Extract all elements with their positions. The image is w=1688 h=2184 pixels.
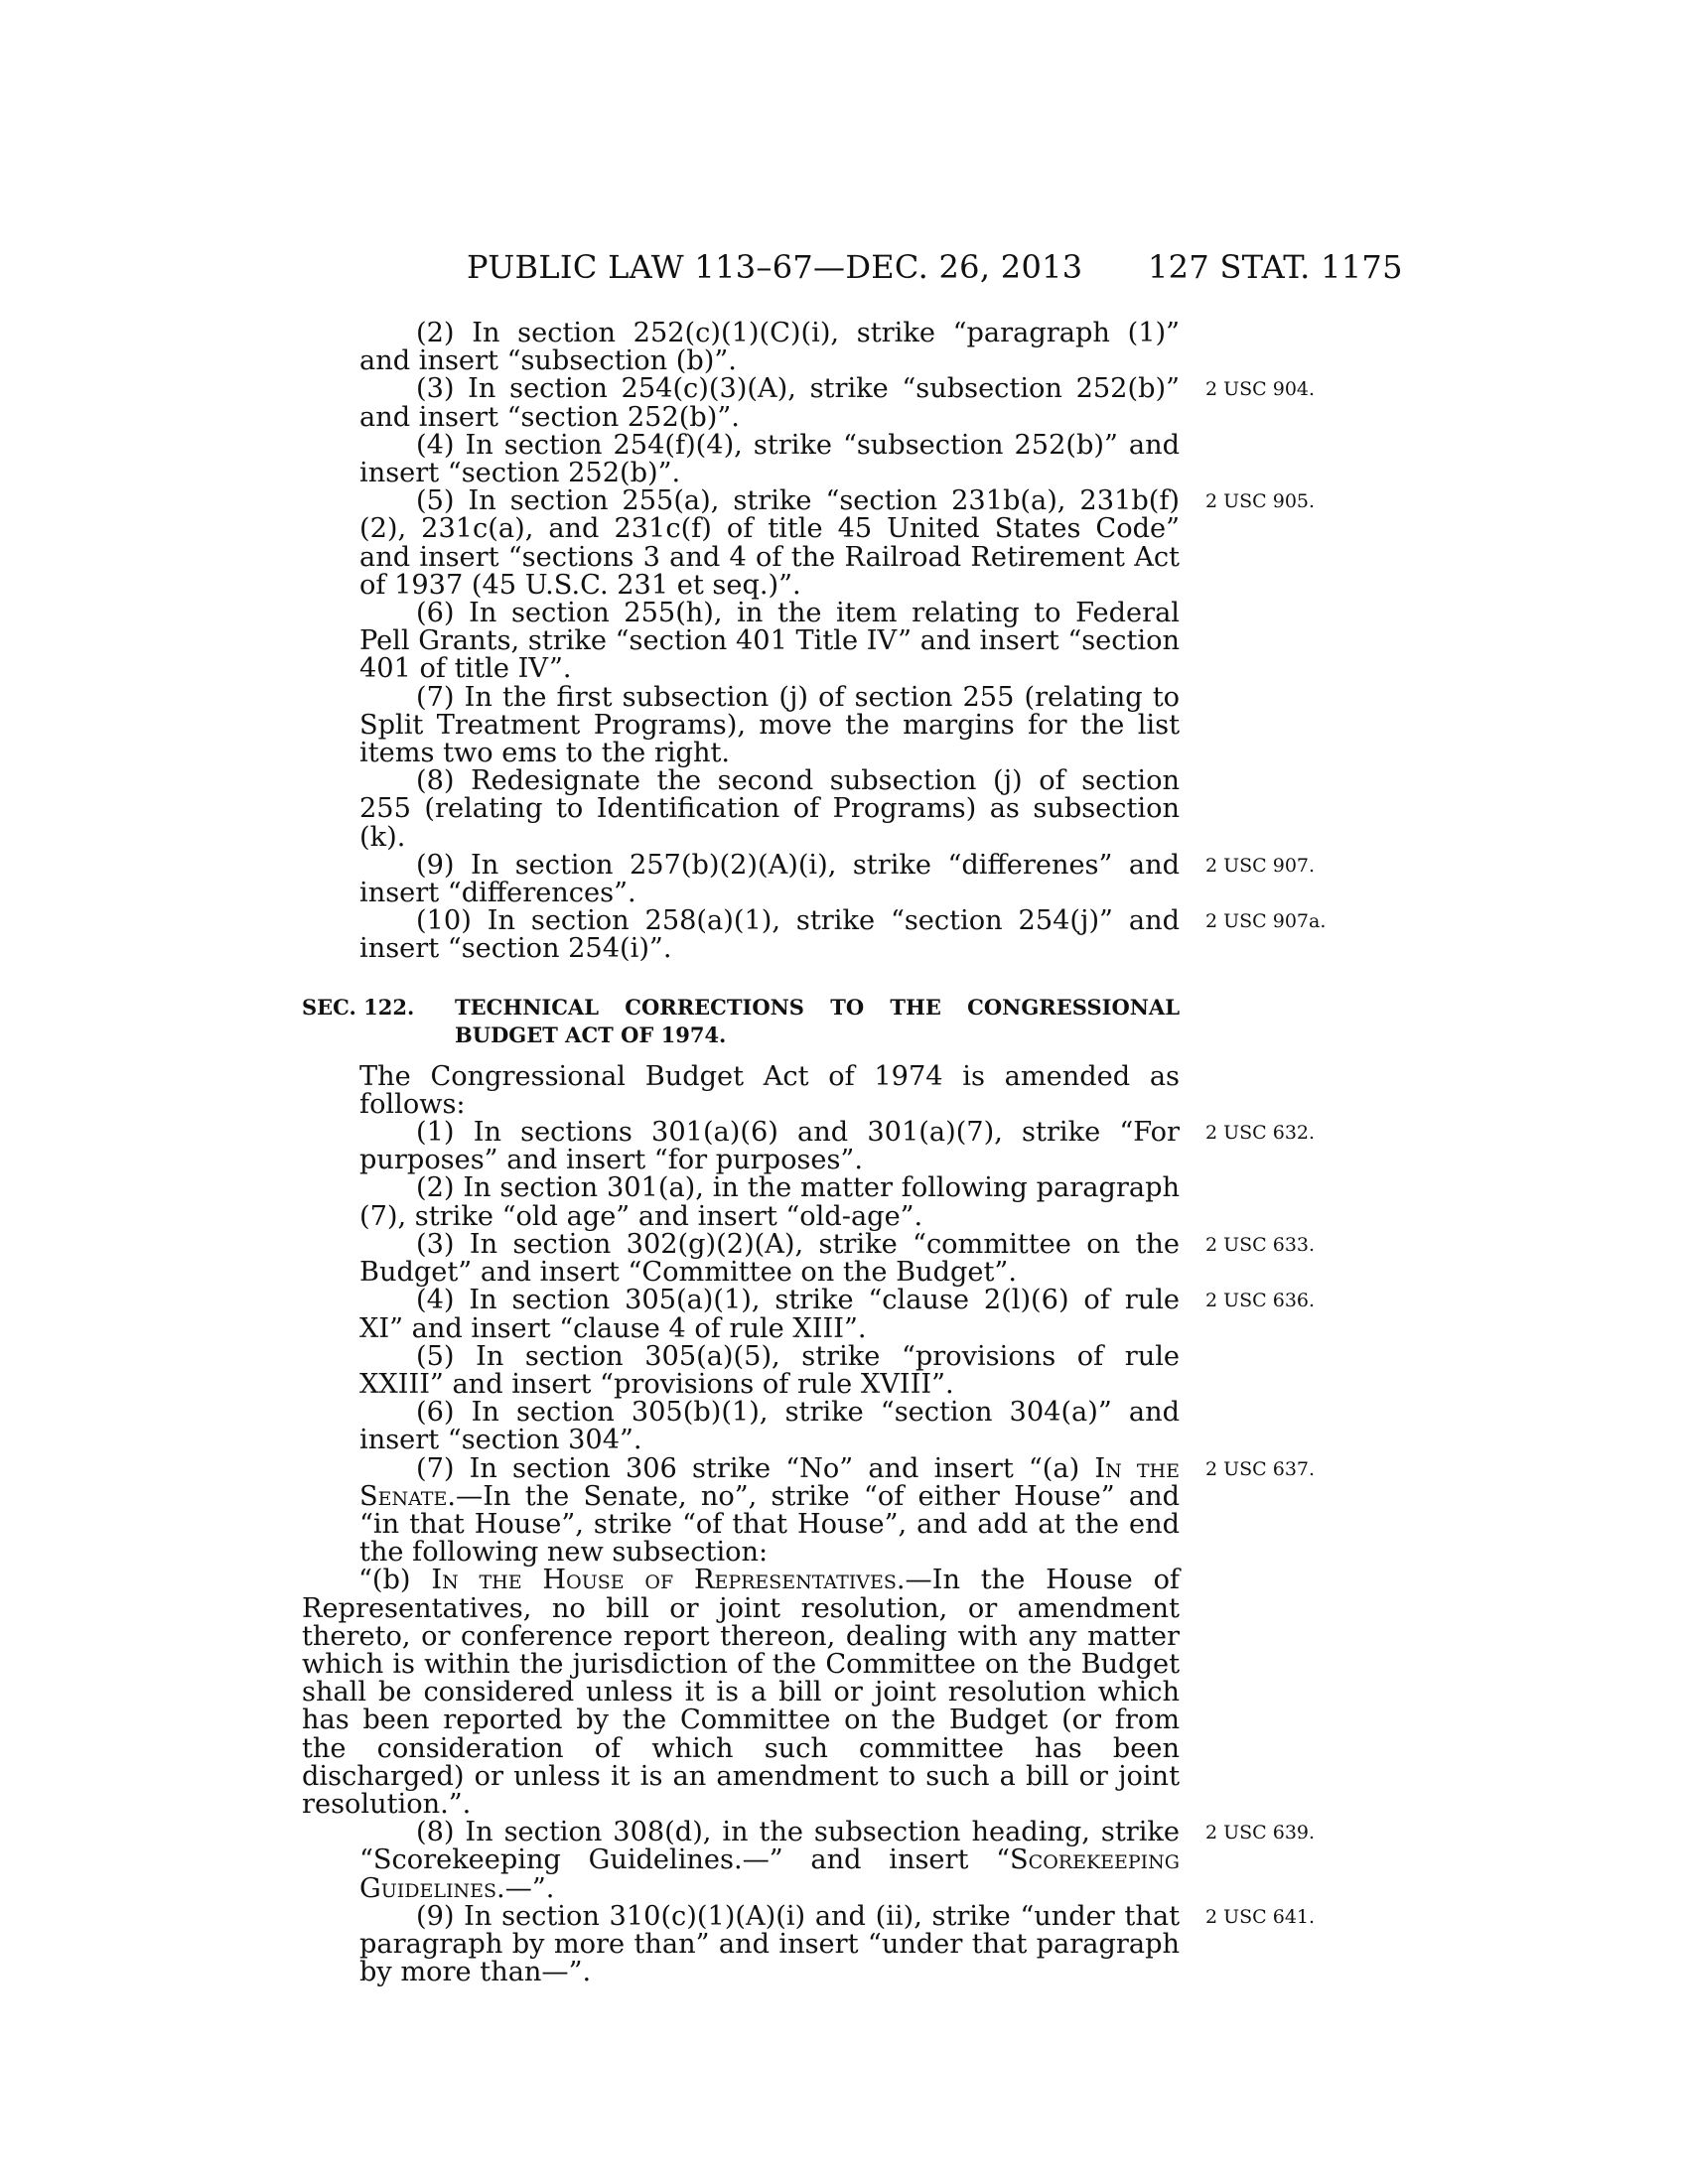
margin-note: 2 USC 904. (1205, 378, 1316, 401)
section-title: TECHNICAL CORRECTIONS TO THE CONGRESSIONAL BUDGET ACT OF 1974. (455, 994, 1180, 1047)
running-header-title: PUBLIC LAW 113–67—DEC. 26, 2013 (467, 248, 1083, 286)
paragraph: (7) In the first subsection (j) of section 255 (relating to Split Treatment Programs), move the margins for the list items two ems to the right. (359, 681, 1180, 769)
paragraph: (5) In section 305(a)(5), strike “provisions of rule XXIII” and insert “provisions of rule XVIII”. (359, 1340, 1180, 1400)
body-text (302, 318, 1327, 1988)
paragraph: (10) In section 258(a)(1), strike “section 254(j)” and insert “section 254(i)”. 2 USC 907a. (359, 907, 1180, 963)
paragraph: (7) In section 306 strike “No” and insert “(a) In the Senate.—In the Senate, no”, strike “of either House” and “in that House”, strike “of that House”, and add at the end the following new subsection: 2 USC 637. (359, 1455, 1180, 1568)
section-label: SEC. 122. (302, 994, 415, 1020)
margin-note: 2 USC 639. (1205, 1822, 1316, 1844)
paragraph: (4) In section 254(f)(4), strike “subsection 252(b)” and insert “section 252(b)”. (359, 429, 1180, 489)
paragraph: (6) In section 255(h), in the item relating to Federal Pell Grants, strike “section 401 Title IV” and insert “section 401 of title IV”. (359, 598, 1180, 685)
quoted-subsection: “(b) In the House of Representatives.—In the House of Representatives, no bill or joint resolution, or amendment thereto, or conference report thereon, dealing with any matter which is within the jurisdiction of the Committee on the Budget shall be considered unless it is a bill or joint resolution which has been reported by the Committee on the Budget (or from the consideration of which such committee has been discharged) or unless it is an amendment to such a bill or joint resolution.”. (302, 1565, 1180, 1820)
margin-note: 2 USC 905. (1205, 490, 1316, 513)
paragraph: (5) In section 255(a), strike “section 231b(a), 231b(f)(2), 231c(a), and 231c(f) of title 45 United States Code” and insert “sections 3 and 4 of the Railroad Retirement Act of 1937 (45 U.S.C. 231 et seq.)”. 2 USC 905. (359, 487, 1180, 600)
margin-note: 2 USC 636. (1205, 1290, 1316, 1312)
intro-paragraph: The Congressional Budget Act of 1974 is amended as follows: (359, 1060, 1180, 1120)
paragraph: (2) In section 252(c)(1)(C)(i), strike “paragraph (1)” and insert “subsection (b)”. (359, 318, 1180, 377)
paragraph: (9) In section 257(b)(2)(A)(i), strike “differenes” and insert “differences”. 2 USC 907. (359, 852, 1180, 907)
section-heading (302, 994, 1180, 1049)
margin-note: 2 USC 637. (1205, 1457, 1316, 1480)
margin-note: 2 USC 632. (1205, 1122, 1316, 1145)
paragraph: (6) In section 305(b)(1), strike “section 304(a)” and insert “section 304”. (359, 1397, 1180, 1456)
paragraph: (4) In section 305(a)(1), strike “clause 2(l)(6) of rule XI” and insert “clause 4 of rule XIII”. 2 USC 636. (359, 1287, 1180, 1342)
margin-note: 2 USC 907. (1205, 854, 1316, 877)
margin-note: 2 USC 907a. (1205, 910, 1327, 933)
paragraph: (3) In section 254(c)(3)(A), strike “subsection 252(b)” and insert “section 252(b)”. 2 USC 904. (359, 375, 1180, 431)
paragraph: (2) In section 301(a), in the matter following paragraph (7), strike “old age” and insert “old-age”. (359, 1172, 1180, 1232)
paragraph: (9) In section 310(c)(1)(A)(i) and (ii), strike “under that paragraph by more than” and insert “under that paragraph by more than—”. 2 USC 641. (359, 1903, 1180, 1987)
paragraph: (8) In section 308(d), in the subsection heading, strike “Scorekeeping Guidelines.—” and insert “Scorekeeping Guidelines.—”. 2 USC 639. (359, 1819, 1180, 1903)
running-header-page-number: 127 STAT. 1175 (1148, 248, 1403, 286)
paragraph: (8) Redesignate the second subsection (j) of section 255 (relating to Identification of Programs) as subsection (k). (359, 765, 1180, 853)
paragraph: (3) In section 302(g)(2)(A), strike “committee on the Budget” and insert “Committee on the Budget”. 2 USC 633. (359, 1231, 1180, 1287)
margin-note: 2 USC 641. (1205, 1905, 1316, 1928)
margin-note: 2 USC 633. (1205, 1233, 1316, 1256)
paragraph: (1) In sections 301(a)(6) and 301(a)(7), strike “For purposes” and insert “for purposes”. 2 USC 632. (359, 1119, 1180, 1174)
